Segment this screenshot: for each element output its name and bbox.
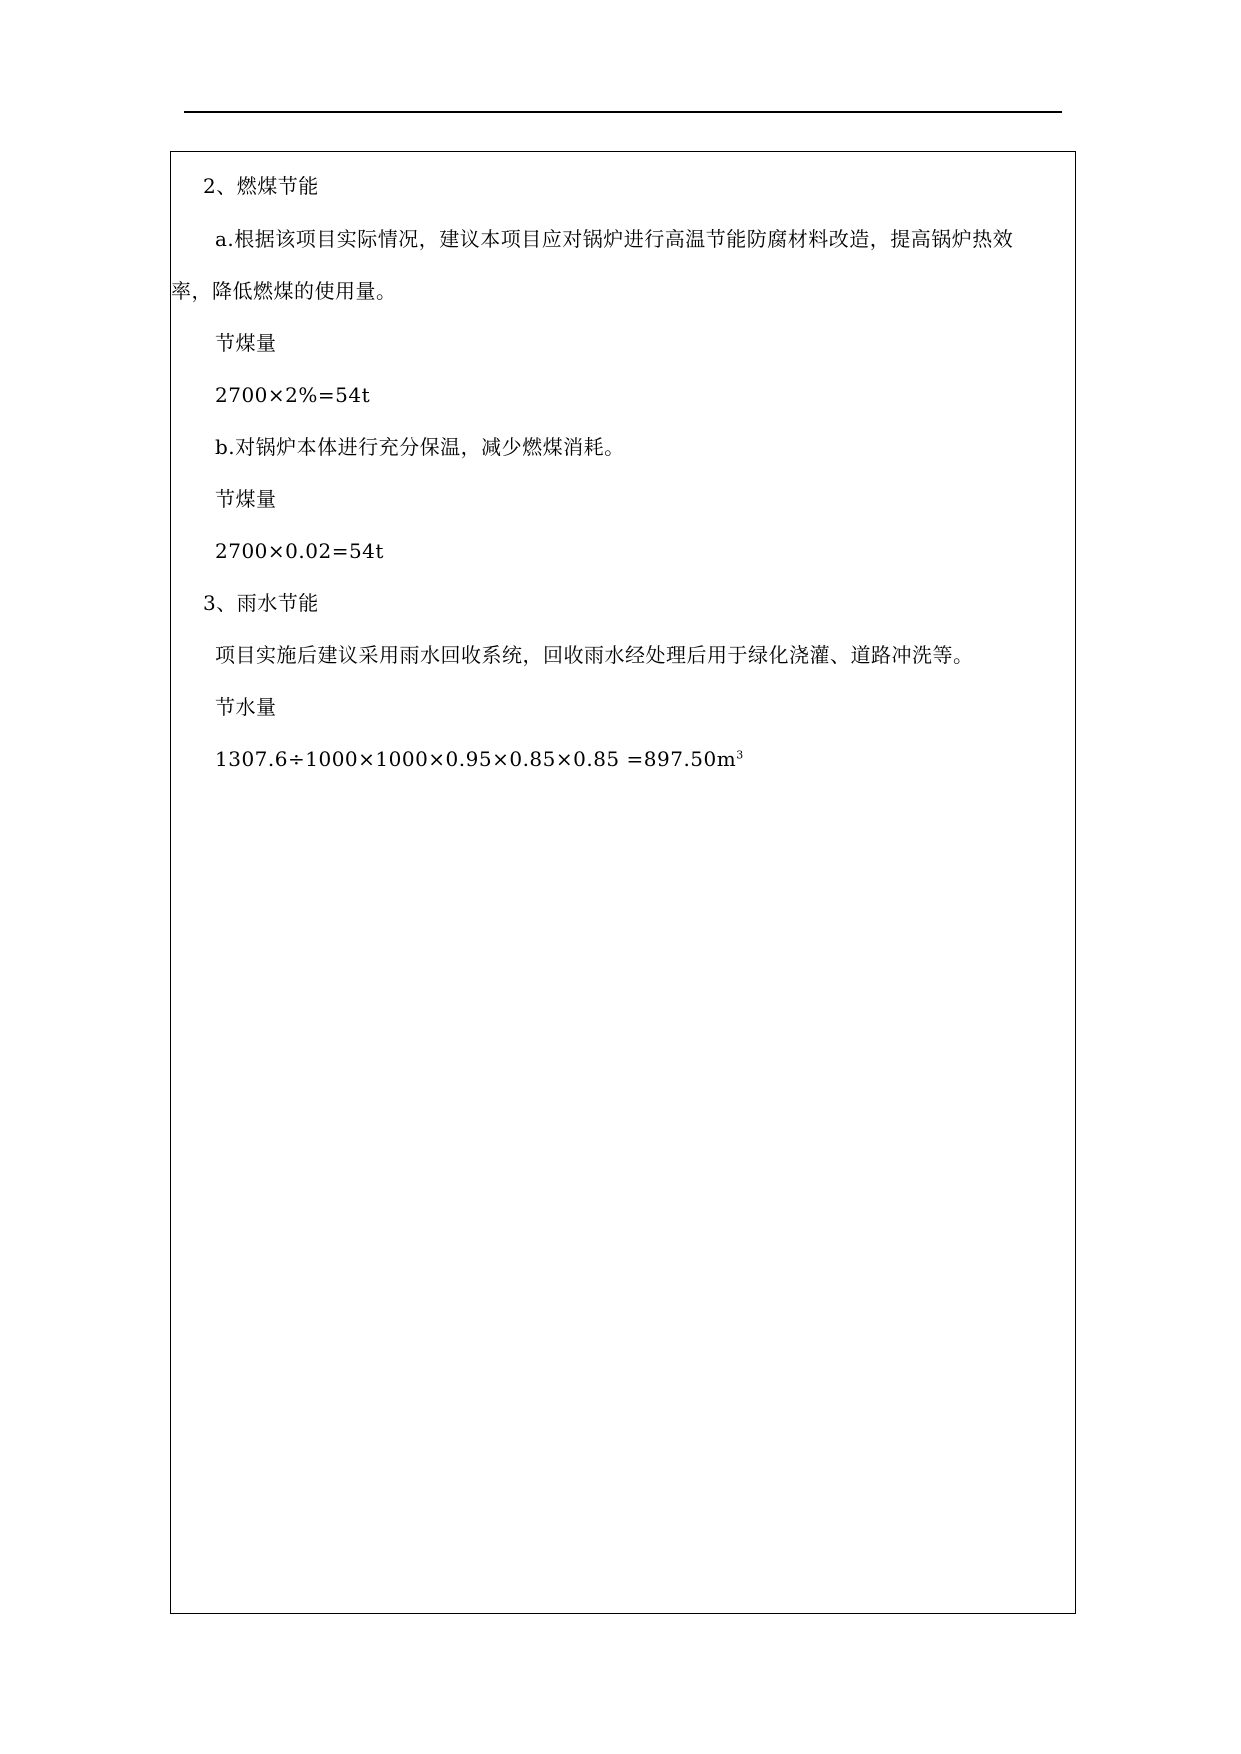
content-box xyxy=(170,151,1076,1614)
header-rule xyxy=(184,111,1062,113)
formula-water xyxy=(215,746,744,772)
formula-water-main: 1307.6÷1000×1000×0.95×0.85×0.85 =897.50m xyxy=(215,747,737,771)
formula-water-superscript: 3 xyxy=(736,748,744,762)
label-coal-saving-2: 节煤量 xyxy=(215,487,277,511)
label-coal-saving-1: 节煤量 xyxy=(215,331,277,355)
label-water-saving: 节水量 xyxy=(215,695,277,719)
paragraph-a-line-2: 率，降低燃煤的使用量。 xyxy=(171,279,397,303)
paragraph-b: b.对锅炉本体进行充分保温，减少燃煤消耗。 xyxy=(215,435,625,459)
section-heading-rainwater: 3、雨水节能 xyxy=(203,591,319,615)
paragraph-rainwater: 项目实施后建议采用雨水回收系统，回收雨水经处理后用于绿化浇灌、道路冲洗等。 xyxy=(215,643,974,667)
formula-coal-2: 2700×0.02=54t xyxy=(215,539,384,563)
section-heading-coal: 2、燃煤节能 xyxy=(203,174,319,198)
paragraph-a-line-1: a.根据该项目实际情况，建议本项目应对锅炉进行高温节能防腐材料改造，提高锅炉热效 xyxy=(215,227,1014,251)
formula-coal-1: 2700×2%=54t xyxy=(215,383,371,407)
